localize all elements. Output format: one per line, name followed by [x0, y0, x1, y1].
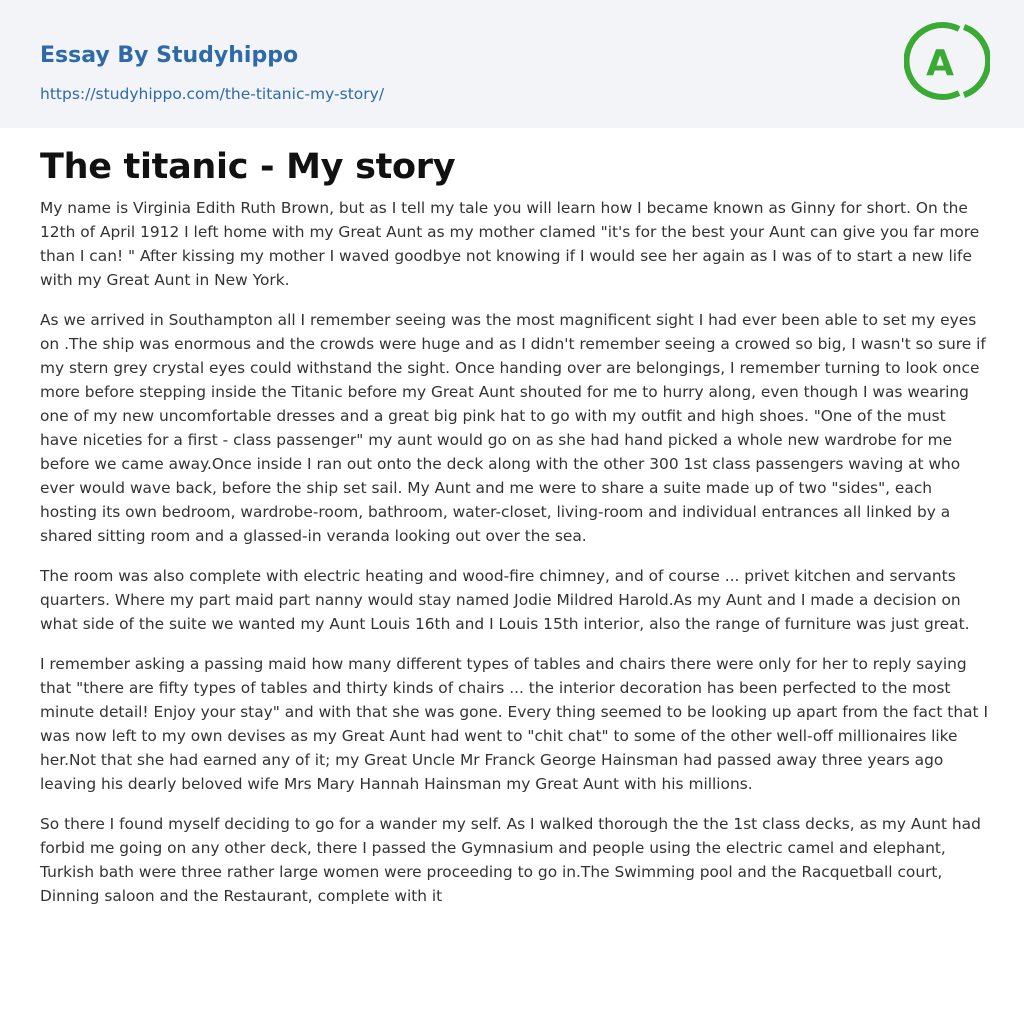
- site-header: [0, 0, 1024, 128]
- studyhippo-logo-icon[interactable]: [904, 18, 990, 104]
- essay-content: [40, 144, 988, 924]
- article-url-link[interactable]: https://studyhippo.com/the-titanic-my-story/: [40, 85, 385, 103]
- brand-title[interactable]: Essay By Studyhippo: [40, 43, 299, 68]
- essay-paragraph: As we arrived in Southampton all I remember seeing was the most magnificent sight I had ever been able to set my eyes on .The ship was enormous and the crowds were huge and as I didn't remember seeing a crowed so big, I wasn't so sure if my stern grey crystal eyes could withstand the sight. Once handing over are belongings, I remember turning to look once more before stepping inside the Titanic before my Great Aunt shouted for me to hurry along, even though I was wearing one of my new uncomfortable dresses and a great big pink hat to go with my outfit and high shoes. "One of the must have niceties for a first - class passenger" my aunt would go on as she had hand picked a whole new wardrobe for me before we came away.Once inside I ran out onto the deck along with the other 300 1st class passengers waving at who ever would wave back, before the ship set sail. My Aunt and me were to share a suite made up of two "sides", each hosting its own bedroom, wardrobe-room, bathroom, water-closet, living-room and individual entrances all linked by a shared sitting room and a glassed-in veranda looking out over the sea.: [40, 311, 986, 545]
- essay-paragraph: So there I found myself deciding to go for a wander my self. As I walked thorough the the 1st class decks, as my Aunt had forbid me going on any other deck, there I passed the Gymnasium and people using the electric camel and elephant, Turkish bath were three rather large women were proceeding to go in.The Swimming pool and the Racquetball court, Dinning saloon and the Restaurant, complete with it: [40, 815, 981, 905]
- essay-paragraph: The room was also complete with electric heating and wood-fire chimney, and of course ... privet kitchen and servants quarters. Where my part maid part nanny would stay named Jodie Mildred Harold.As my Aunt and I made a decision on what side of the suite we wanted my Aunt Louis 16th and I Louis 15th interior, also the range of furniture was just great.: [40, 567, 970, 633]
- essay-title: The titanic - My story: [40, 147, 456, 187]
- essay-paragraph: My name is Virginia Edith Ruth Brown, but as I tell my tale you will learn how I became known as Ginny for short. On the 12th of April 1912 I left home with my Great Aunt as my mother clamed "it's for the best your Aunt can give you far more than I can! " After kissing my mother I waved goodbye not knowing if I would see her again as I was of to start a new life with my Great Aunt in New York.: [40, 199, 980, 289]
- logo-letter: A: [926, 43, 954, 84]
- essay-paragraph: I remember asking a passing maid how many different types of tables and chairs there were only for her to reply saying that "there are fifty types of tables and thirty kinds of chairs ... the interior decoration has been perfected to the most minute detail! Enjoy your stay" and with that she was gone. Every thing seemed to be looking up apart from the fact that I was now left to my own devises as my Great Aunt had went to "chit chat" to some of the other well-off millionaires like her.Not that she had earned any of it; my Great Uncle Mr Franck George Hainsman had passed away three years ago leaving his dearly beloved wife Mrs Mary Hannah Hainsman my Great Aunt with his millions.: [40, 655, 988, 793]
